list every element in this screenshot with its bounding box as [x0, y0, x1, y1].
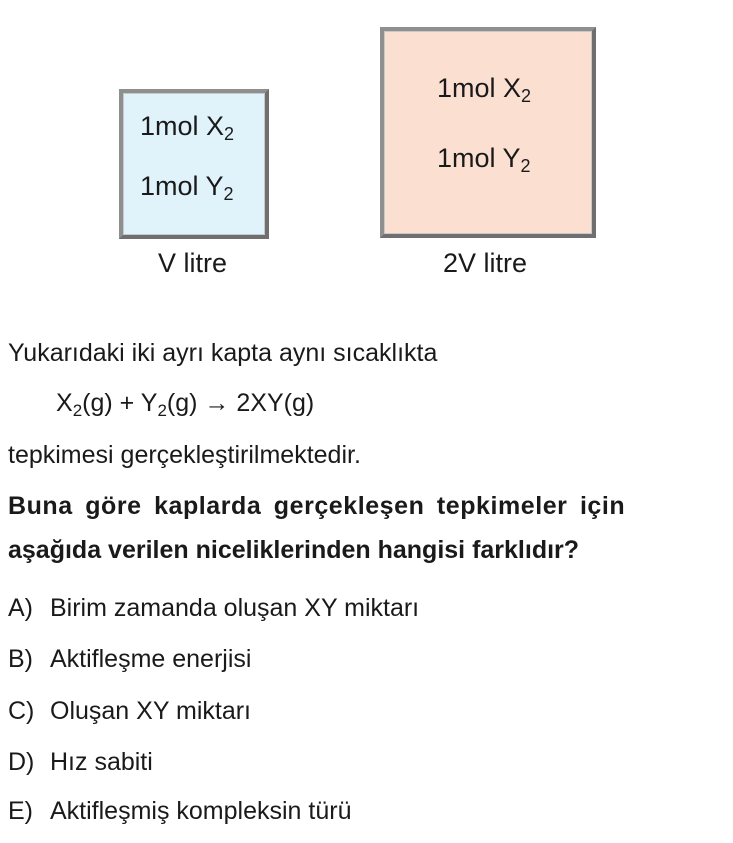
statement-text: tepkimesi gerçekleştirilmektedir.	[8, 441, 361, 469]
container-2v-litre	[380, 27, 596, 238]
container1-caption: V litre	[158, 248, 228, 278]
option-text: Aktifleşme enerjisi	[50, 645, 252, 673]
subscript: 2	[223, 184, 234, 204]
eq-part: X	[56, 389, 73, 417]
container2-caption: 2V litre	[443, 248, 528, 278]
chem-text: 1mol X	[140, 111, 225, 141]
question-line-1: Buna göre kaplarda gerçekleşen tepkimeler için	[8, 492, 626, 520]
option-letter: E)	[8, 797, 33, 825]
question-line-2: aşağıda verilen niceliklerinden hangisi farklıdır?	[8, 536, 580, 564]
option-text: Hız sabiti	[50, 748, 153, 776]
option-letter: A)	[8, 594, 33, 622]
option-a[interactable]	[8, 594, 419, 623]
reaction-equation	[56, 389, 314, 418]
container1-x2-label	[140, 111, 234, 142]
option-text: Aktifleşmiş kompleksin türü	[50, 797, 352, 825]
eq-part: (g)	[166, 389, 198, 417]
eq-product: 2XY(g)	[236, 389, 315, 417]
subscript: 2	[520, 156, 531, 176]
option-letter: D)	[8, 748, 35, 776]
subscript: 2	[157, 401, 167, 420]
option-e[interactable]	[8, 797, 351, 826]
option-d[interactable]	[8, 748, 153, 777]
container2-x2-label	[437, 73, 531, 104]
container1-y2-label	[140, 171, 234, 202]
subscript: 2	[224, 124, 235, 144]
container-inner-border	[384, 31, 592, 234]
option-letter: B)	[8, 645, 33, 673]
reaction-arrow: →	[204, 389, 230, 417]
option-letter: C)	[8, 697, 35, 725]
option-text: Oluşan XY miktarı	[50, 697, 252, 725]
option-b[interactable]	[8, 645, 251, 674]
option-text: Birim zamanda oluşan XY miktarı	[50, 594, 420, 622]
container2-y2-label	[437, 143, 531, 174]
chem-text: 1mol Y	[140, 171, 224, 201]
subscript: 2	[72, 401, 83, 420]
chem-text: 1mol Y	[437, 143, 521, 173]
chem-text: 1mol X	[437, 73, 522, 103]
eq-part: (g) + Y	[82, 389, 158, 417]
option-c[interactable]	[8, 697, 251, 726]
intro-text: Yukarıdaki iki ayrı kapta aynı sıcaklıkta	[8, 339, 438, 367]
subscript: 2	[521, 86, 532, 106]
